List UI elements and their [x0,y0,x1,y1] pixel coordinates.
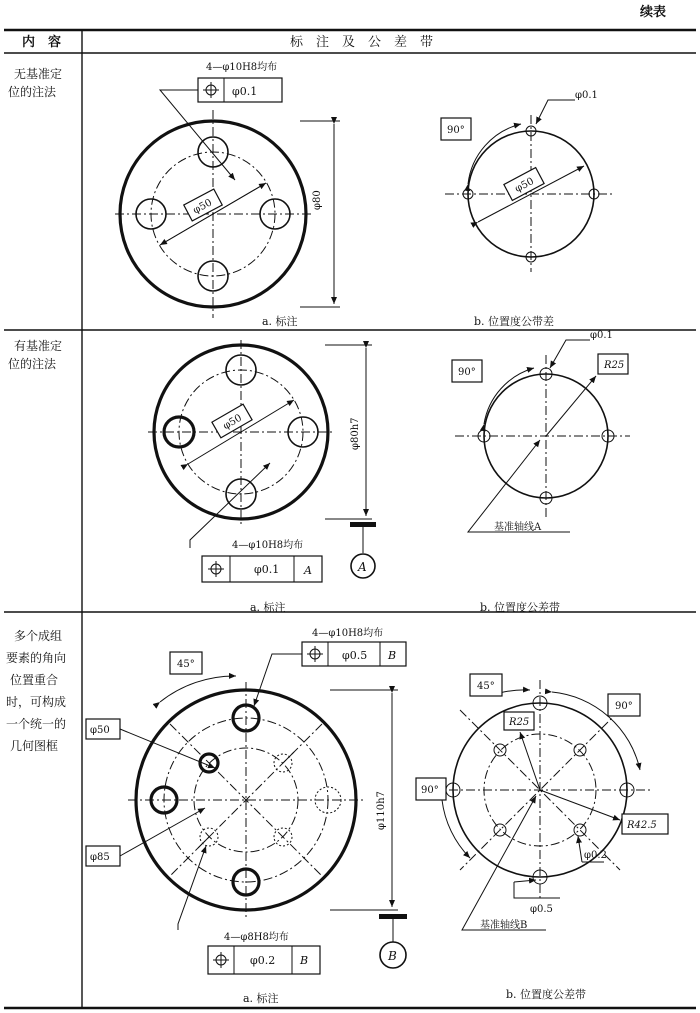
svg-text:φ0.5: φ0.5 [530,904,553,915]
svg-text:φ0.5: φ0.5 [342,649,368,662]
row3-content [6,628,66,753]
svg-text:无基准定: 无基准定 [14,67,63,81]
svg-text:φ0.1: φ0.1 [575,90,598,101]
svg-text:基准轴线A: 基准轴线A [494,522,542,533]
svg-text:4—φ8H8均布: 4—φ8H8均布 [224,932,289,943]
svg-text:90°: 90° [458,367,476,378]
header-content: 内 容 [22,35,62,50]
svg-text:4—φ10H8均布: 4—φ10H8均布 [206,62,278,73]
svg-text:R25: R25 [604,360,625,371]
svg-text:R42.5: R42.5 [627,820,657,831]
svg-text:R25: R25 [509,717,530,728]
row1-fig-a-caption: a. 标注 [262,315,298,328]
row3-fig-b [416,674,668,1001]
svg-text:4—φ10H8均布: 4—φ10H8均布 [232,540,304,551]
svg-text:有基准定: 有基准定 [14,339,63,353]
svg-text:φ80h7: φ80h7 [350,417,361,450]
continued-label: 续表 [640,5,667,20]
svg-text:90°: 90° [615,701,633,712]
svg-text:45°: 45° [477,681,495,692]
svg-text:φ0.2: φ0.2 [250,954,276,967]
svg-text:位的注法: 位的注法 [8,357,57,371]
svg-text:φ50: φ50 [191,197,214,217]
svg-text:φ0.1: φ0.1 [232,85,258,98]
svg-text:φ85: φ85 [90,852,110,863]
svg-text:B: B [388,949,397,963]
header-annotation: 标 注 及 公 差 带 [290,35,434,50]
svg-text:φ50: φ50 [513,175,536,195]
svg-text:φ110h7: φ110h7 [376,791,387,830]
row1-content [8,66,62,99]
svg-text:基准轴线B: 基准轴线B [480,920,528,931]
row2-fig-b-caption: b. 位置度公差带 [480,601,561,614]
row3-fig-a [86,626,407,1005]
svg-text:位的注法: 位的注法 [8,85,57,99]
svg-text:几何图框: 几何图框 [10,739,59,753]
svg-text:φ0.2: φ0.2 [584,850,607,861]
row1-fig-b-caption: b. 位置度公带差 [474,315,555,328]
row1-fig-a [115,60,340,328]
svg-text:B: B [300,954,309,967]
svg-text:要素的角向: 要素的角向 [6,651,67,665]
row3-fig-b-caption: b. 位置度公差带 [506,988,587,1001]
svg-text:φ0.1: φ0.1 [590,330,613,341]
row2-fig-b [452,330,630,614]
svg-text:90°: 90° [447,125,465,136]
svg-text:90°: 90° [421,785,439,796]
svg-text:位置重合: 位置重合 [10,673,59,687]
svg-text:多个成组: 多个成组 [14,629,63,643]
svg-text:45°: 45° [177,659,195,670]
svg-text:一个统一的: 一个统一的 [6,717,67,731]
row2-fig-a-caption: a. 标注 [250,601,286,614]
row3-fig-a-caption: a. 标注 [243,992,279,1005]
svg-text:A: A [304,564,312,577]
row2-content [8,338,62,371]
svg-text:4—φ10H8均布: 4—φ10H8均布 [312,628,384,639]
row1-fig-b [441,90,615,328]
svg-text:φ0.1: φ0.1 [254,563,280,576]
svg-text:B: B [388,649,397,662]
svg-text:φ80: φ80 [312,190,323,210]
svg-text:φ50: φ50 [221,412,244,433]
row2-fig-a [148,340,376,614]
svg-text:时，可构成: 时，可构成 [6,695,67,709]
svg-text:A: A [358,560,367,574]
svg-text:φ50: φ50 [90,725,110,736]
